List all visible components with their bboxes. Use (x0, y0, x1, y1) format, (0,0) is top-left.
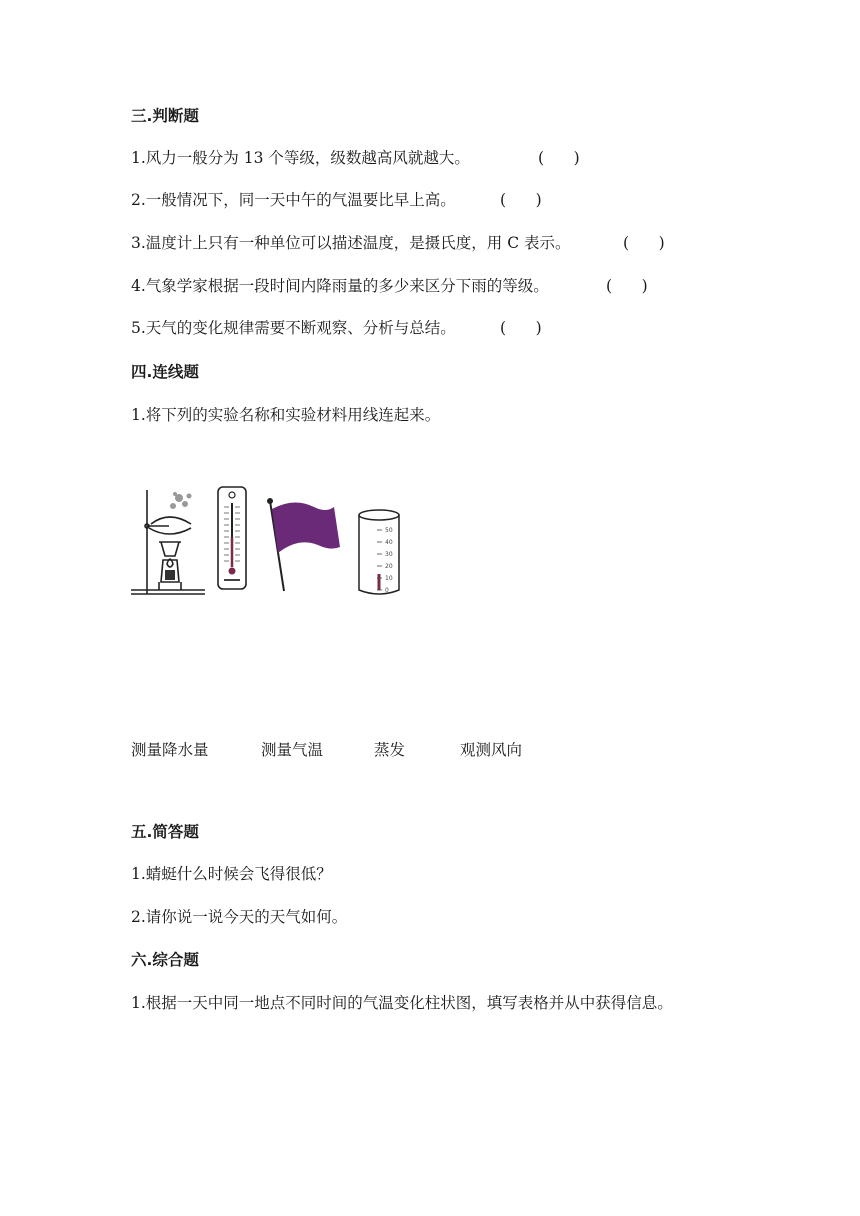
section5-heading: 五.简答题 (131, 823, 199, 841)
gauge-tick-0: 0 (385, 587, 389, 594)
judge-question-2: 2.一般情况下，同一天中午的气温要比早上高。 (131, 191, 456, 209)
answer-blank-2[interactable]: ( ) (500, 191, 542, 209)
answer-blank-3[interactable]: ( ) (623, 234, 665, 252)
rain-gauge-icon (355, 508, 403, 598)
answer-blank-1[interactable]: ( ) (538, 149, 580, 167)
judge-question-3: 3.温度计上只有一种单位可以描述温度，是摄氏度，用 C 表示。 (131, 234, 571, 252)
label-observe-wind-direction[interactable]: 观测风向 (460, 741, 523, 759)
short-answer-question-1: 1.蜻蜓什么时候会飞得很低？ (131, 865, 332, 883)
gauge-tick-30: 30 (385, 551, 393, 558)
short-answer-question-2: 2.请你说一说今天的天气如何。 (131, 908, 348, 926)
judge-question-5: 5.天气的变化规律需要不断观察、分析与总结。 (131, 319, 456, 337)
gauge-tick-50: 50 (385, 527, 393, 534)
judge-question-1: 1.风力一般分为 13 个等级，级数越高风就越大。 (131, 149, 470, 167)
section6-heading: 六.综合题 (131, 951, 199, 969)
evaporation-apparatus-icon (129, 484, 209, 600)
section4-heading: 四.连线题 (131, 363, 199, 381)
label-measure-temperature[interactable]: 测量气温 (261, 741, 324, 759)
thermometer-icon (216, 485, 248, 591)
gauge-tick-10: 10 (385, 575, 393, 582)
label-evaporation[interactable]: 蒸发 (374, 741, 406, 759)
judge-question-4: 4.气象学家根据一段时间内降雨量的多少来区分下雨的等级。 (131, 277, 549, 295)
answer-blank-5[interactable]: ( ) (500, 319, 542, 337)
comprehensive-question-1: 1.根据一天中同一地点不同时间的气温变化柱状图，填写表格并从中获得信息。 (131, 994, 673, 1012)
answer-blank-4[interactable]: ( ) (606, 277, 648, 295)
section3-heading: 三.判断题 (131, 107, 199, 125)
matching-question-1: 1.将下列的实验名称和实验材料用线连起来。 (131, 406, 441, 424)
label-measure-rainfall[interactable]: 测量降水量 (131, 741, 209, 759)
gauge-tick-40: 40 (385, 539, 393, 546)
gauge-tick-20: 20 (385, 563, 393, 570)
wind-flag-icon (264, 495, 344, 595)
